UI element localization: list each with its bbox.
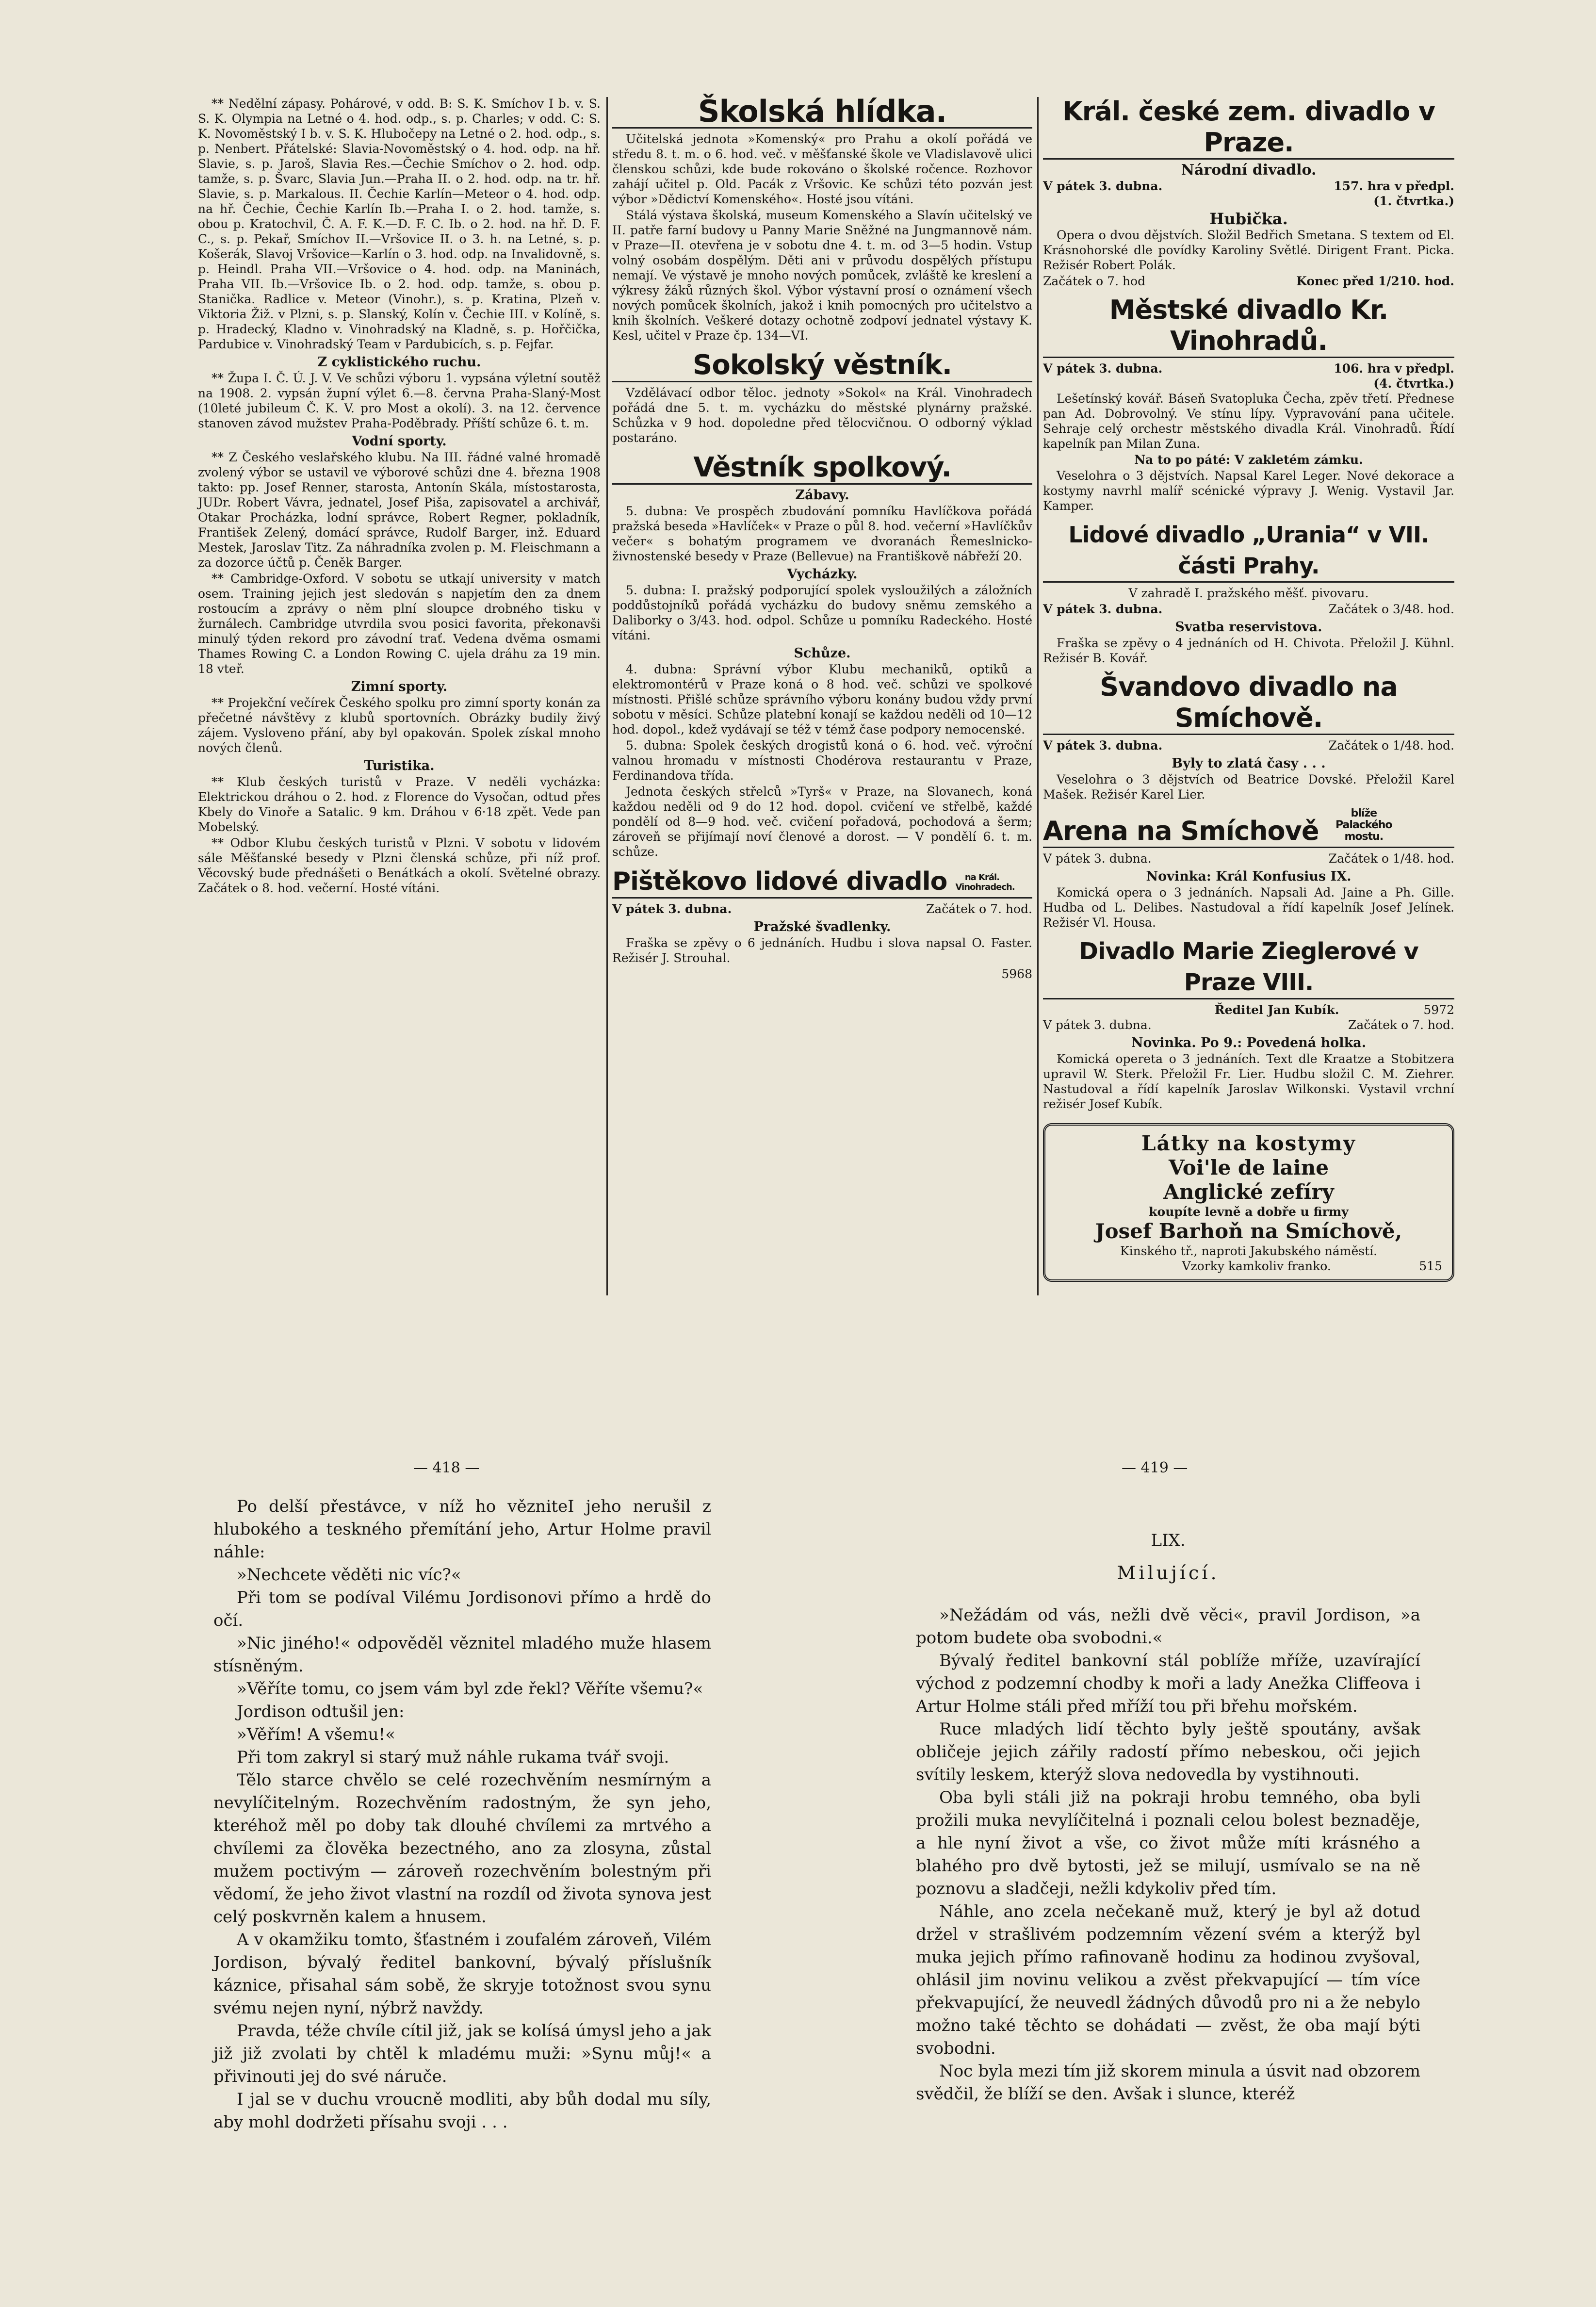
theatre-column bbox=[1043, 96, 1454, 1282]
ad-number: 515 bbox=[1419, 1259, 1442, 1273]
paragraph: Ruce mladých lidí těchto byly ještě spoutány, avšak obličeje jejich zářily radostí přímo nebeskou, oči jejich svítily leskem, kterýž slova nedovedla by vystihnouti. bbox=[916, 1719, 1420, 1784]
section-heading: Z cyklistického ruchu. bbox=[317, 355, 481, 370]
school-item: Stálá výstava školská, museum Komenského a Slavín učitelský ve II. patře farní budovy u Panny Marie Sněžné na Jungmannově nám. v Praze—II. otevřena je v sobotu dne 4. t. m. od 3—5 hodin. Vstup volný osobám dospělým. Děti ani v průvodu dospělých přístupu nemají. Ve výstavě je mnoho nových pomůcek, zvláště ke kreslení a výkresy žáků různých škol. Výbor výstavní prosí o oznámení všech nových pomůcek školních, jakož i knih pomocných pro učitelstvo a knih školních. Veškeré dotazy ochotně zodpoví jednatel výstavy K. Kesl, učitel v Praze čp. 134—VI. bbox=[612, 208, 1032, 343]
meeting-item: 5. dubna: Spolek českých drogistů koná o 6. hod. več. výroční valnou hromadu v místnosti Chodérova restaurantu v Praze, Ferdinandova třída. bbox=[612, 738, 1032, 783]
fabric-advertisement bbox=[1043, 1123, 1454, 1282]
arena-date-row bbox=[1043, 851, 1454, 866]
vinohrady-theatre-heading: Městské divadlo Kr. Vinohradů. bbox=[1043, 295, 1454, 358]
vinohrady-quarter: (4. čtvrtka.) bbox=[1373, 376, 1454, 391]
urania-time: Začátek o 3/48. hod. bbox=[1328, 602, 1454, 616]
column-rule bbox=[606, 97, 608, 1295]
paragraph: Pravda, téže chvíle cítil již, jak se kolísá úmysl jeho a jak již již zvolati by chtěl k mladému muži: »Synu můj!« a přivinouti jej do své náruče. bbox=[213, 2021, 711, 2086]
national-times-row bbox=[1043, 274, 1454, 289]
svandovo-date-row bbox=[1043, 738, 1454, 753]
ad-samples: Vzorky kamkoliv franko. bbox=[1182, 1259, 1331, 1273]
vinohrady-date-row bbox=[1043, 361, 1454, 376]
arena-description: Komická opera o 3 jednáních. Napsali Ad. Jaine a Ph. Gille. Hudba od L. Delibes. Nastudoval a řídí kapelník Josef Jelínek. Režisér Vl. Housa. bbox=[1043, 885, 1454, 930]
paragraph: »Nechcete věděti nic víc?« bbox=[237, 1565, 461, 1585]
column-rule bbox=[1037, 97, 1039, 1295]
vinohrady-description: Lešetínský kovář. Báseň Svatopluka Čecha, zpěv třetí. Přednese pan Ad. Dobrovolný. Ve stínu lípy. Vypravování pana učitele. Sehraje celý orchestr městského divadla Král. Vinohradů. Řídí kapelník pan Milan Zuna. bbox=[1043, 392, 1454, 451]
zieglerova-time: Začátek o 7. hod. bbox=[1348, 1018, 1454, 1032]
pistek-theatre-title: Pištěkovo lidové divadlo bbox=[612, 867, 947, 896]
paragraph: »Nic jiného!« odpověděl věznitel mladého muže hlasem stísněným. bbox=[213, 1634, 711, 1676]
arena-play: Novinka: Král Konfusius IX. bbox=[1146, 869, 1352, 884]
sports-column bbox=[198, 96, 601, 897]
zieglerova-date: V pátek 3. dubna. bbox=[1043, 1018, 1152, 1032]
plzen-tourist-news: ** Odbor Klubu českých turistů v Plzni. V sobotu v lidovém sále Měšťanské besedy v Plzni členská schůze, při níž prof. Věcovský bude přednášeti o Benátkách a okolí. Světelné obrazy. Začátek o 8. hod. večerní. Hosté vítáni. bbox=[198, 836, 601, 895]
ad-number: 5968 bbox=[1001, 967, 1032, 981]
national-performance: 157. hra v předpl. bbox=[1334, 179, 1454, 193]
zieglerova-description: Komická opereta o 3 jednáních. Text dle Kraatze a Stobitzera upravil W. Sterk. Přeložil Fr. Lier. Hudbu složil C. M. Ziehrer. Nastudoval a řídí kapelník Jaroslav Wilkonski. Vystavil vrchní režisér Josef Kubík. bbox=[1043, 1052, 1454, 1111]
ad-headline: Anglické zefíry bbox=[1163, 1180, 1334, 1204]
pistek-theatre-heading bbox=[612, 866, 1032, 899]
arena-title: Arena na Smíchově bbox=[1043, 816, 1319, 846]
national-date: V pátek 3. dubna. bbox=[1043, 179, 1163, 193]
section-heading: Vodní sporty. bbox=[352, 434, 447, 449]
pistek-theatre-location: na Král. Vinohradech. bbox=[955, 872, 1015, 892]
ad-company: Josef Barhoň na Smíchově, bbox=[1095, 1219, 1402, 1243]
ad-headline: Látky na kostymy bbox=[1141, 1131, 1356, 1155]
vinohrady-friday: Na to po páté: V zakletém zámku. bbox=[1134, 453, 1363, 467]
winter-sports-news: ** Projekční večírek Českého spolku pro zimní sporty konán za přečetné návštěvy z klubů sportovních. Obrázky budily živý zájem. Vysloveno přání, aby byl opakován. Spolek získal mnoho nových členů. bbox=[198, 696, 601, 755]
zieglerova-theatre-heading: Divadlo Marie Zieglerové v Praze VIII. bbox=[1043, 936, 1454, 999]
pistek-credits: Fraška se zpěvy o 6 jednáních. Hudbu i slova napsal O. Faster. Režisér J. Strouhal. bbox=[612, 936, 1032, 965]
paragraph: Bývalý ředitel bankovní stál poblíže mříže, uzavírající východ z podzemní chodby k moři a lady Anežka Cliffeova i Artur Holme stáli před mříží tou při břehu mořském. bbox=[916, 1651, 1420, 1716]
ad-headline: Voi'le de laine bbox=[1169, 1156, 1329, 1179]
paragraph: »Nežádám od vás, nežli dvě věci«, pravil Jordison, »a potom budete oba svobodni.« bbox=[916, 1605, 1420, 1648]
national-theatre-subtitle: Národní divadlo. bbox=[1181, 162, 1317, 179]
excursion-item: 5. dubna: I. pražský podporující spolek vysloužilých a záložních poddůstojníků pořádá vycházku do budovy sněmu zemského a Daliborky o 3/43. hod. odpol. Schůze u pomníku Radeckého. Hosté vítáni. bbox=[612, 583, 1032, 642]
national-start: Začátek o 7. hod bbox=[1043, 274, 1146, 288]
chapter-title: Milující. bbox=[1117, 1562, 1220, 1584]
associations-heading: Věstník spolkový. bbox=[612, 452, 1032, 485]
paragraph: Náhle, ano zcela nečekaně muž, který je byl až dotud držel v strašlivém podzemním vězení svém a kterýž byl muka jejich přímo rafinovaně hodinu za hodinou zvyšoval, ohlásil jim novinu velikou a zvěst překvapující — tím více překvapující, že neuvedl žádných důvodů pro ni a že nebylo možno také těchto se dohádati — zvěst, že oba mají býti svobodni. bbox=[916, 1902, 1420, 2058]
pistek-date: V pátek 3. dubna. bbox=[612, 902, 732, 916]
urania-description: Fraška se zpěvy o 4 jednáních od H. Chivota. Přeložil J. Kühnl. Režisér B. Kovář. bbox=[1043, 636, 1454, 665]
cambridge-oxford-news: ** Cambridge-Oxford. V sobotu se utkají university v match osem. Training jejich jest sledován s napjetím den za dnem rostoucím a zprávy o něm plní sloupce drobného tisku v žurnálech. Cambridge utvrdila svou posici favorita, překonavši minulý týden rekord pro závodní trať. Vedena dvěma osmami Thames Rowing C. a London Rowing C. ujela dráhu za 19 min. 18 vteř. bbox=[198, 572, 601, 676]
section-heading: Zimní sporty. bbox=[351, 679, 448, 694]
arena-location: blíže Palackého mostu. bbox=[1335, 807, 1392, 843]
svandovo-theatre-heading: Švandovo divadlo na Smíchově. bbox=[1043, 671, 1454, 735]
left-page-text bbox=[213, 1495, 711, 2134]
national-quarter-row bbox=[1043, 194, 1454, 209]
national-description: Opera o dvou dějstvích. Složil Bedřich Smetana. S textem od El. Krásnohorské dle povídky Karoliny Světlé. Dirigent Frant. Picka. Režisér Robert Polák. bbox=[1043, 228, 1454, 272]
paragraph: Při tom se podíval Vilému Jordisonovi přímo a hrdě do očí. bbox=[213, 1588, 711, 1630]
sports-matches: ** Nedělní zápasy. Pohárové, v odd. B: S. K. Smíchov I b. v. S. S. K. Olympia na Letné o 4. hod. odp., s. p. Charles; v odd. C: S. K. Novoměstský I b. v. S. K. Hlubočepy na Letné o 2. hod. odp., s. p. Nenbert. Přátelské: Slavia-Novoměstský o 4. hod. odp. na hř. Slavie, s. p. Jaroš, Slavia Res.—Čechie Smíchov o 2. hod. odp. tamže, s. p. Švarc, Slavia Jun.—Praha II. o 2. hod. odp. na tr. hř. Slavie, s. p. Markalous. II. Čechie Karlín—Meteor o 4. hod. odp. na hř. Čechie, Čechie Karlín Ib.—Praha I. o 2. hod. tamže, s. obou p. Kratochvil, Č. A. F. K.—D. F. C. Ib. o 2. hod. na hř. D. F. C., s. p. Pekař, Smíchov II.—Vršovice II. o 3. h. na Letné, s. p. Košerák, Slavoj Vršovice—Karlín o 3. hod. odp. na Invalidovně, s. p. Heindl. Praha VII.—Vršovice o 4. hod. odp. na Maninách, Praha VII. Ib.—Vršovice Ib. o 2. hod. odp. tamže, s. obou p. Stanička. Radlice v. Meteor (Vinohr.), s. p. Kratina, Plzeň v. Viktoria Žiž. v Plzni, s. p. Slanský, Kolín v. Čechie III. v Kolíně, s. p. Hradecký, Kladno v. Vinohradský na Kladně, s. p. Hořčička, Pardubice v. Vinohradský Team v Pardubicích, s. p. Fejfar. bbox=[198, 97, 601, 351]
school-heading: Školská hlídka. bbox=[612, 96, 1032, 129]
section-heading: Vycházky. bbox=[787, 567, 858, 582]
urania-theatre-heading: Lidové divadlo „Urania“ v VII. části Prahy. bbox=[1043, 519, 1454, 583]
zieglerova-director: Ředitel Jan Kubík. bbox=[1214, 1003, 1339, 1017]
zieglerova-play: Novinka. Po 9.: Povedená holka. bbox=[1131, 1035, 1367, 1050]
ad-number: 5972 bbox=[1423, 1003, 1454, 1017]
national-end: Konec před 1/210. hod. bbox=[1296, 274, 1454, 288]
urania-date-row bbox=[1043, 602, 1454, 617]
paragraph: »Věřím! A všemu!« bbox=[237, 1725, 395, 1744]
cycling-news: ** Župa I. Č. Ú. J. V. Ve schůzi výboru 1. vypsána výletní soutěž na 1908. 2. vypsán župní výlet 6.—8. června Praha-Slaný-Most (10leté jubileum Č. K. V. pro Most a okolí). 3. na 12. července stanoven závod mužstev Praha-Poděbrady. Příští schůze 6. t. m. bbox=[198, 371, 601, 430]
arena-theatre-heading bbox=[1043, 808, 1454, 848]
national-date-row bbox=[1043, 179, 1454, 194]
sokol-item: Vzdělávací odbor těloc. jednoty »Sokol« na Král. Vinohradech pořádá dne 5. t. m. vycházku do městské plynárny pražské. Schůzka v 9 hod. dopoledne před tělocvičnou. O odborný výklad postaráno. bbox=[612, 386, 1032, 445]
ad-footer bbox=[1055, 1259, 1442, 1274]
urania-play: Svatba reservistova. bbox=[1175, 620, 1322, 635]
svandovo-date: V pátek 3. dubna. bbox=[1043, 738, 1163, 753]
paragraph: Při tom zakryl si starý muž náhle rukama tvář svoji. bbox=[237, 1748, 669, 1767]
arena-time: Začátek o 1/48. hod. bbox=[1328, 851, 1454, 866]
svandovo-play: Byly to zlatá časy . . . bbox=[1172, 756, 1326, 771]
chapter-number: LIX. bbox=[1151, 1531, 1186, 1550]
section-heading: Turistika. bbox=[364, 758, 435, 773]
urania-location: V zahradě I. pražského měšť. pivovaru. bbox=[1128, 586, 1369, 600]
section-heading: Zábavy. bbox=[795, 488, 849, 503]
paragraph: A v okamžiku tomto, šťastném i zoufalém zároveň, Vilém Jordison, bývalý ředitel bankovní, bývalý příslušník káznice, přisahal sám sobě, že skryje totožnost svou synu svému nejen nyní, nýbrž navždy. bbox=[213, 1930, 711, 2018]
pistek-play: Pražské švadlenky. bbox=[753, 919, 891, 934]
page-number-right: — 419 — bbox=[1122, 1459, 1188, 1476]
ad-text: koupíte levně a dobře u firmy bbox=[1149, 1205, 1349, 1219]
vinohrady-quarter-row bbox=[1043, 376, 1454, 391]
pistek-date-row bbox=[612, 901, 1032, 916]
urania-date: V pátek 3. dubna. bbox=[1043, 602, 1163, 616]
school-item: Učitelská jednota »Komenský« pro Prahu a okolí pořádá ve středu 8. t. m. o 6. hod. več. v měšťanské škole ve Vladislavově ulici členskou schůzi, kde bude rokováno o školské ročence. Rozhovor zahájí učitel p. Old. Pacák z Vršovic. Ke schůzi této pozván jest výbor »Dědictví Komenského«. Hosté jsou vítáni. bbox=[612, 132, 1032, 206]
svandovo-description: Veselohra o 3 dějstvích od Beatrice Dovské. Přeložil Karel Mašek. Režisér Karel Lier. bbox=[1043, 772, 1454, 802]
paragraph: Noc byla mezi tím již skorem minula a úsvit nad obzorem svědčil, že blíží se den. Avšak i slunce, kteréž bbox=[916, 2062, 1420, 2104]
arena-date: V pátek 3. dubna. bbox=[1043, 851, 1152, 866]
national-play: Hubička. bbox=[1209, 210, 1288, 228]
sokol-heading: Sokolský věstník. bbox=[612, 350, 1032, 382]
paragraph: Oba byli stáli již na pokraji hrobu temného, oba byli prožili muka nevylíčitelná i poznali celou bolest beznaděje, a hle nyní život a vše, co život může míti krásného a blahého pro dvě bytosti, jež se milují, usmívalo se na ně poznovu a sladčeji, nežli kdykoliv před tím. bbox=[916, 1788, 1420, 1898]
vinohrady-performance: 106. hra v předpl. bbox=[1334, 361, 1454, 376]
pistek-num-row bbox=[612, 966, 1032, 982]
meeting-item: 4. dubna: Správní výbor Klubu mechaniků, optiků a elektromontérů v Praze koná o 8 hod. več. schůzi ve spolkové místnosti. Přišlé schůze správního výboru konány budou vždy první sobotu v měsíci. Schůze platební konají se každou neděli od 10—12 hod. dopol., kdež vydávají se též v témž čase podpory nemocenské. bbox=[612, 662, 1032, 736]
page-number-left: — 418 — bbox=[413, 1459, 480, 1476]
paragraph: »Věříte tomu, co jsem vám byl zde řekl? Věříte všemu?« bbox=[237, 1679, 703, 1699]
national-theatre-heading: Král. české zem. divadlo v Praze. bbox=[1043, 96, 1454, 160]
vinohrady-date: V pátek 3. dubna. bbox=[1043, 361, 1163, 376]
svandovo-time: Začátek o 1/48. hod. bbox=[1328, 738, 1454, 753]
right-page-text bbox=[916, 1495, 1420, 2106]
paragraph: Po delší přestávce, v níž ho vězniteI jeho nerušil z hlubokého a teskného přemítání jeho, Artur Holme pravil náhle: bbox=[213, 1497, 711, 1562]
section-heading: Schůze. bbox=[794, 646, 851, 661]
paragraph: Tělo starce chvělo se celé rozechvěním nesmírným a nevylíčitelným. Rozechvěním radostným, že syn jeho, kteréhož měl po doby tak dlouhé chvílemi za mrtvého a chvílemi za člověka bezectného, ano za zlosyna, zůstal mužem poctivým — zároveň rozechvěním bolestným při vědomí, že jeho život vlastní na rozdíl od života synova jest celý poskvrněn kalem a hnusem. bbox=[213, 1770, 711, 1927]
zieglerova-director-row bbox=[1043, 1002, 1454, 1017]
rowing-club-news: ** Z Českého veslařského klubu. Na III. řádné valné hromadě zvolený výbor se ustavil ve výborové schůzi dne 4. března 1908 takto: pp. Josef Renner, starosta, Antonín Skála, místostarosta, JUDr. Robert Vávra, jednatel, Josef Piša, zapisovatel a archivář, Otakar Procházka, lodní správce, Robert Regner, pokladník, František Zelený, domácí správce, Rudolf Barger, inž. Eduard Mestek, Jaroslav Titz. Za náhradníka zvolen p. M. Fleischmann a za dozorce účtů p. Čeněk Barger. bbox=[198, 450, 601, 570]
paragraph: Jordison odtušil jen: bbox=[237, 1702, 405, 1721]
zieglerova-date-row bbox=[1043, 1017, 1454, 1032]
tourist-club-news: ** Klub českých turistů v Praze. V neděli vycházka: Elektrickou dráhou o 2. hod. z Florence do Vysočan, odtud přes Kbely do Vinoře a Satalic. 9 km. Dráhou v 6·18 zpět. Vede pan Mobelský. bbox=[198, 775, 601, 834]
entertainment-item: 5. dubna: Ve prospěch zbudování pomníku Havlíčkova pořádá pražská beseda »Havlíček« v Praze o půl 8. hod. večerní »Havlíčkův večer« s bohatým programem ve dvoranách Řemeslnicko-živnostenské besedy v Praze (Bellevue) na Františkově nábřeží 20. bbox=[612, 504, 1032, 563]
national-quarter: (1. čtvrtka.) bbox=[1373, 194, 1454, 208]
paragraph: I jal se v duchu vroucně modliti, aby bůh dodal mu síly, aby mohl dodržeti přísahu svoji . . . bbox=[213, 2090, 711, 2132]
pistek-start-time: Začátek o 7. hod. bbox=[926, 902, 1032, 916]
meeting-item: Jednota českých střelců »Tyrš« v Praze, na Slovanech, koná každou neděli od 9 do 12 hod. dopol. cvičení ve střelbě, každé pondělí od 8—9 hod. več. cvičení pořadová, pochodová a šerm; zároveň se přijímají noví členové a dorost. — V pondělí 6. t. m. schůze. bbox=[612, 785, 1032, 859]
school-column bbox=[612, 96, 1032, 982]
vinohrady-friday-description: Veselohra o 3 dějstvích. Napsal Karel Leger. Nové dekorace a kostymy navrhl malíř scénické výpravy J. Wenig. Vystavil Jar. Kamper. bbox=[1043, 469, 1454, 513]
ad-address: Kinského tř., naproti Jakubského náměstí. bbox=[1120, 1244, 1378, 1258]
